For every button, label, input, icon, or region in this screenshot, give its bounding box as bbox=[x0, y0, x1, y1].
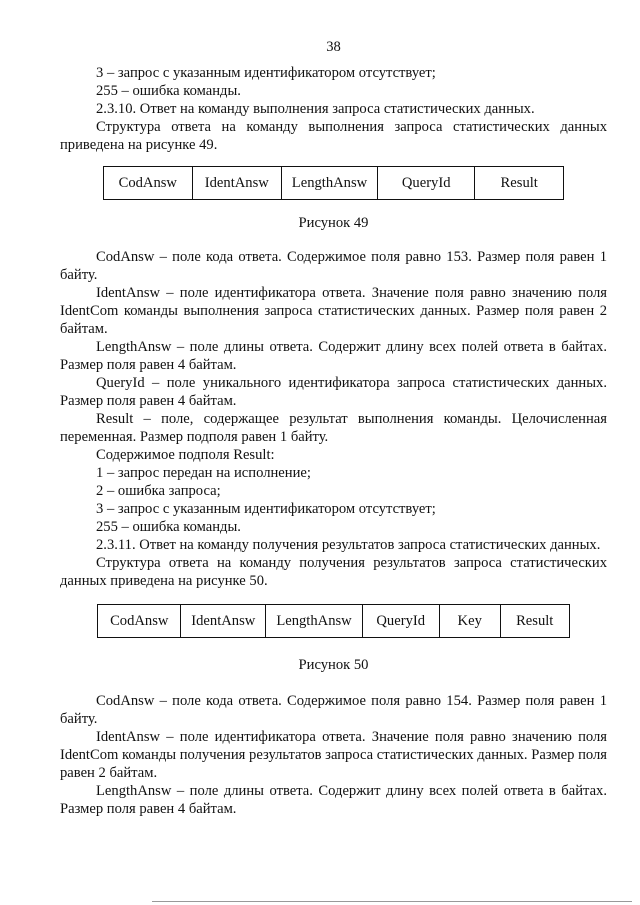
field-cell: Key bbox=[439, 605, 500, 638]
field-cell: Result bbox=[475, 167, 564, 200]
field-cell: IdentAnsw bbox=[192, 167, 281, 200]
field-cell: CodAnsw bbox=[98, 605, 181, 638]
figure-caption: Рисунок 50 bbox=[298, 657, 369, 673]
paragraph: IdentAnsw – поле идентификатора ответа. Значение поля равно значению поля IdentCom команды получения результатов запроса статистических данных. Размер поля равен 2 байтам. bbox=[60, 729, 607, 781]
paragraph: 1 – запрос передан на исполнение; bbox=[96, 465, 311, 481]
paragraph: QueryId – поле уникального идентификатора запроса статистических данных. Размер поля равен 4 байтам. bbox=[60, 375, 607, 409]
field-cell: QueryId bbox=[362, 605, 439, 638]
paragraph: 2.3.11. Ответ на команду получения результатов запроса статистических данных. bbox=[96, 537, 601, 553]
paragraph: CodAnsw – поле кода ответа. Содержимое поля равно 154. Размер поля равен 1 байту. bbox=[60, 693, 607, 727]
paragraph: Содержимое подполя Result: bbox=[96, 447, 275, 463]
field-cell: LengthAnsw bbox=[281, 167, 377, 200]
paragraph: 255 – ошибка команды. bbox=[96, 519, 241, 535]
paragraph: LengthAnsw – поле длины ответа. Содержит длину всех полей ответа в байтах. Размер поля равен 4 байтам. bbox=[60, 783, 607, 817]
figure-50-table bbox=[97, 604, 569, 638]
paragraph: 2.3.10. Ответ на команду выполнения запроса статистических данных. bbox=[96, 101, 535, 117]
figure-caption: Рисунок 49 bbox=[298, 215, 369, 231]
paragraph: IdentAnsw – поле идентификатора ответа. Значение поля равно значению поля IdentCom команды выполнения запроса статистических данных. Размер поля равен 2 байтам. bbox=[60, 285, 607, 337]
paragraph: 2 – ошибка запроса; bbox=[96, 483, 221, 499]
document-page bbox=[60, 38, 607, 818]
field-cell: QueryId bbox=[378, 167, 475, 200]
field-cell: CodAnsw bbox=[103, 167, 192, 200]
paragraph: CodAnsw – поле кода ответа. Содержимое поля равно 153. Размер поля равен 1 байту. bbox=[60, 249, 607, 283]
paragraph: LengthAnsw – поле длины ответа. Содержит длину всех полей ответа в байтах. Размер поля равен 4 байтам. bbox=[60, 339, 607, 373]
field-cell: LengthAnsw bbox=[266, 605, 362, 638]
figure-49-table bbox=[103, 166, 564, 200]
page-number: 38 bbox=[326, 39, 341, 55]
paragraph: Структура ответа на команду получения результатов запроса статистических данных приведена на рисунке 50. bbox=[60, 555, 607, 589]
field-cell: IdentAnsw bbox=[181, 605, 266, 638]
paragraph: Структура ответа на команду выполнения запроса статистических данных приведена на рисунке 49. bbox=[60, 119, 607, 153]
paragraph: 3 – запрос с указанным идентификатором отсутствует; bbox=[96, 65, 436, 81]
paragraph: Result – поле, содержащее результат выполнения команды. Целочисленная переменная. Размер подполя равен 1 байту. bbox=[60, 411, 607, 445]
paragraph: 3 – запрос с указанным идентификатором отсутствует; bbox=[96, 501, 436, 517]
footer-rule bbox=[152, 901, 632, 902]
field-cell: Result bbox=[500, 605, 569, 638]
paragraph: 255 – ошибка команды. bbox=[96, 83, 241, 99]
